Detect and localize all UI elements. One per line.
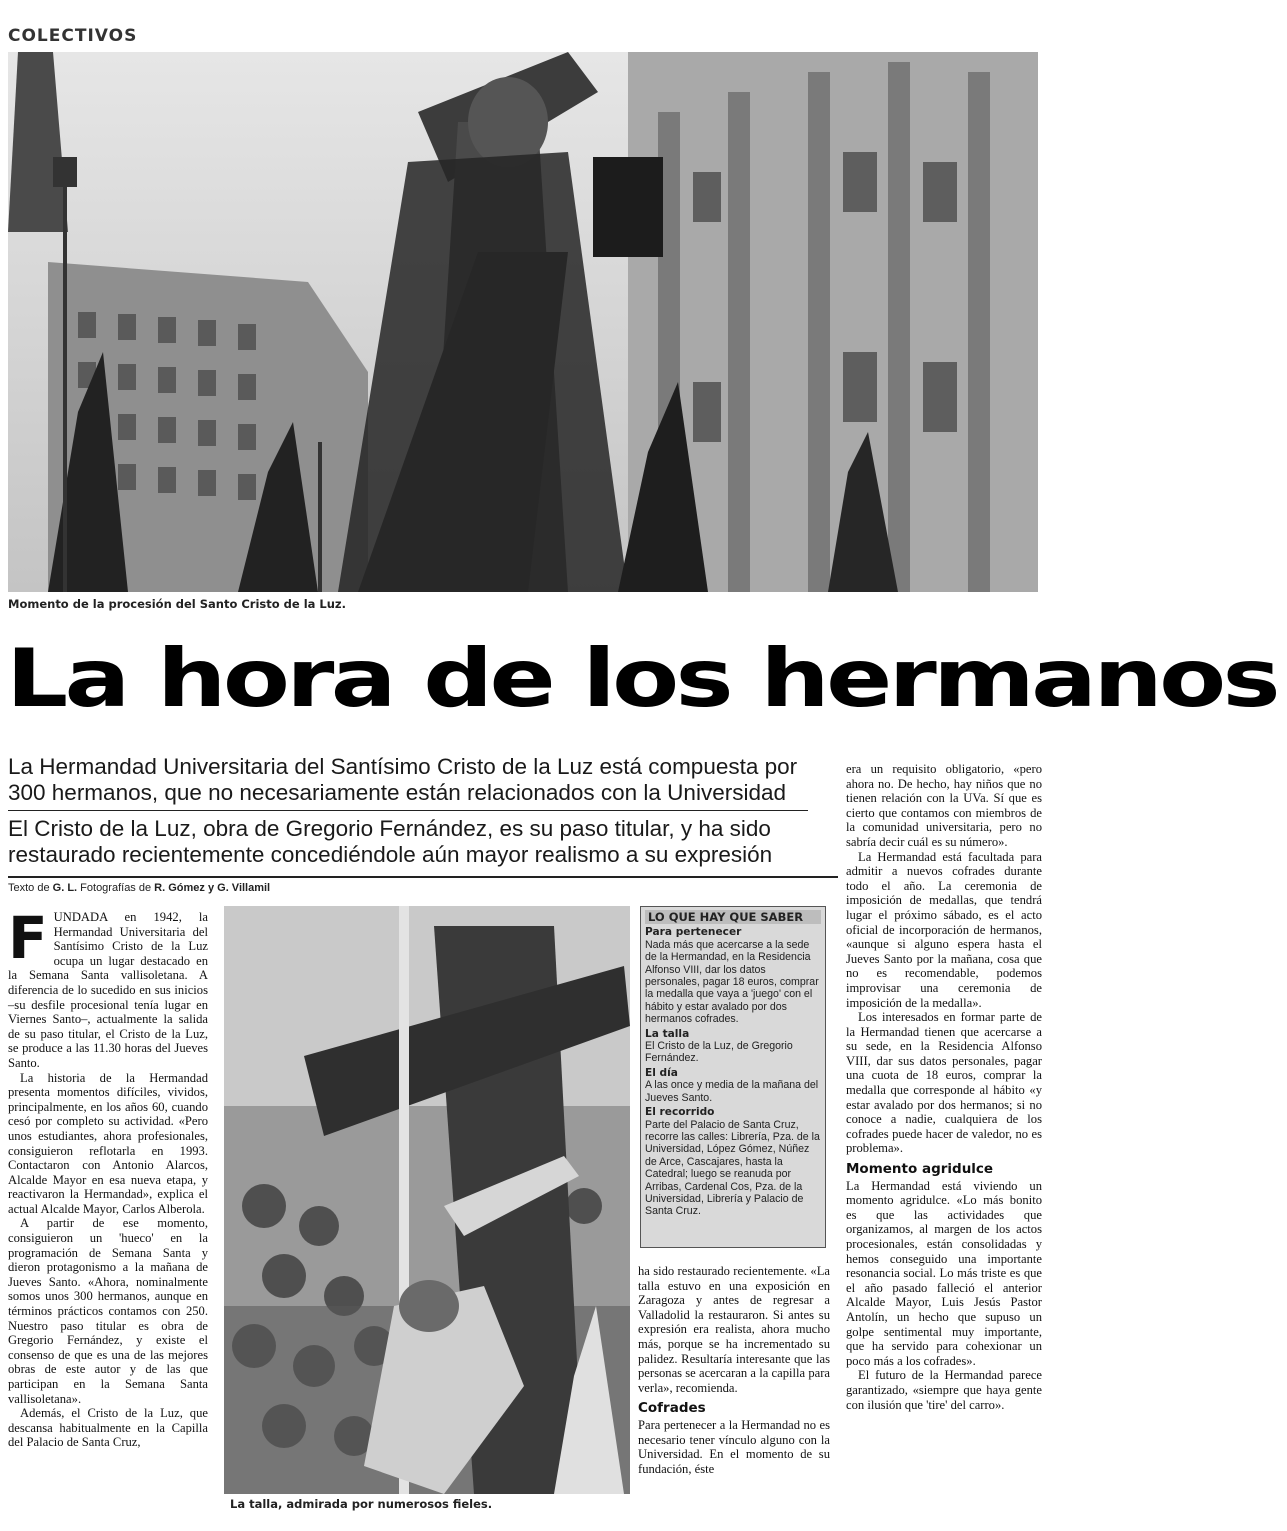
procession-photo: [8, 52, 1038, 592]
info-box-label: El día: [645, 1066, 678, 1079]
column-4-paragraph: era un requisito obligatorio, «pero ahora no. De hecho, hay niños que no tienen relación con la UVa. Sí que es cierto que contamos con miembros de la comunidad universitaria, pero no sabría decir cuál es su número».: [846, 762, 1042, 849]
info-box-text: A las once y media de la mañana del Jueves Santo.: [645, 1079, 819, 1104]
info-box-label: La talla: [645, 1027, 690, 1040]
subhead-cofrades: Cofrades: [638, 1400, 706, 1417]
credits-author: G. L.: [52, 882, 78, 894]
column-4-paragraph: Los interesados en formar parte de la Hermandad tienen que acercarse a su sede, en la Residencia Alfonso VIII, dar sus datos personales, pagar una cuota de 18 euros, comprar la medalla que corresponde al hábito «y estar avalado por dos hermanos; si no conoce a nadie, cualquiera de los cofrades puede hacer de valedor, no es problema».: [846, 1010, 1042, 1156]
info-box-text: Nada más que acercarse a la sede de la Hermandad, en la Residencia Alfonso VIII, dar los datos personales, pagar 18 euros, comprar la medalla que vaya a 'juego' con el hábito y estar avalado por dos hermanos cofrades.: [645, 938, 819, 1026]
procession-illustration: [8, 52, 1038, 592]
mid-photo-caption: La talla, admirada por numerosos fieles.: [230, 1497, 493, 1511]
deck-divider: [8, 810, 808, 811]
info-box-text: Parte del Palacio de Santa Cruz, recorre las calles: Librería, Pza. de la Universidad, López Gómez, Núñez de Arce, Cascajares, hasta la Catedral; luego se reanuda por Arribas, Cardenal Cos, Pza. de la Universidad, Librería y Palacio de Santa Cruz.: [645, 1118, 820, 1218]
column-1-paragraph: A partir de ese momento, consiguieron un 'hueco' en la programación de Semana Santa y dieron protagonismo a la mañana de Jueves Santo. «Ahora, nominalmente somos unos 300 hermanos, aunque en términos prácticos contamos con 250. Nuestro paso titular es obra de Gregorio Fernández, y existe el consenso de que es una de las mejores obras de este autor y de las que participan en la Semana Santa vallisoletana».: [8, 1216, 208, 1406]
section-label: COLECTIVOS: [8, 26, 138, 46]
credits: [8, 882, 270, 894]
credits-photo-prefix: Fotografías de: [80, 882, 152, 894]
column-4: [846, 762, 1042, 1412]
column-4-paragraph: La Hermandad está facultada para admitir a nuevos cofrades durante todo el año. La ceremonia de imposición de medallas, que tendrá lugar el próximo sábado, es el acto oficial de incorporación de hermanos, «aunque si alguno espera hasta el Jueves Santo por la mañana, cosa que no es recomendable, podemos improvisar una ceremonia de imposición de la medalla».: [846, 849, 1042, 1010]
column-1-paragraph: La historia de la Hermandad presenta momentos difíciles, vividos, principalmente, en los años 60, cuando cesó por completo su actividad. «Pero unos estudiantes, ahora profesionales, consiguieron reflotarla en 1993. Contactaron con Antonio Alarcos, Alcalde Mayor en esa nueva etapa, y reactivaron la Hermandad», explica el actual Alcalde Mayor, Carlos Alberola.: [8, 1070, 208, 1216]
info-box-text: El Cristo de la Luz, de Gregorio Fernández.: [645, 1040, 793, 1065]
crucifix-photo: [224, 906, 630, 1494]
column-1-text: UNDADA en 1942, la Hermandad Universitaria del Santísimo Cristo de la Luz ocupa un lugar destacado en la Semana Santa vallisoletana. A diferencia de lo sucedido en sus inicios –su desfile procesional tenía lugar en Viernes Santo–, actualmente la salida de su paso titular, el Cristo de la Luz, se produce a las 11.30 horas del Jueves Santo.: [8, 910, 208, 1070]
dropcap: F: [8, 904, 48, 972]
column-1-paragraph: [8, 904, 208, 1071]
column-3-paragraph: Para pertenecer a la Hermandad no es necesario tener vínculo alguno con la Universidad. En el momento de su fundación, éste: [638, 1417, 830, 1476]
column-4-paragraph: El futuro de la Hermandad parece garantizado, «siempre que haya gente con ilusión que 'tire' del carro».: [846, 1368, 1042, 1412]
credits-photographers: R. Gómez y G. Villamil: [154, 882, 271, 894]
column-1: [8, 904, 208, 1450]
info-box-title: LO QUE HAY QUE SABER: [645, 910, 821, 924]
info-box-label: Para pertenecer: [645, 926, 742, 939]
column-3: [638, 1264, 830, 1476]
credits-prefix: Texto de: [8, 882, 50, 894]
credits-divider: [8, 876, 838, 878]
crucifix-illustration: [224, 906, 630, 1494]
column-3-paragraph: ha sido restaurado recientemente. «La talla estuvo en una exposición en Zaragoza y antes de regresar a Valladolid la restauraron. Si antes su expresión era realista, ahora mucho más, porque se ha incrementado su palidez. Resultaría interesante que las personas se acercaran a la capilla para verla», recomienda.: [638, 1264, 830, 1395]
headline: La hora de los hermanos: [6, 632, 1277, 725]
column-4-paragraph: La Hermandad está viviendo un momento agridulce. «Lo más bonito es que las actividades que organizamos, al margen de los actos procesionales, están consolidadas y hemos conseguido una importante resonancia social. Lo más triste es que el año pasado falleció el anterior Alcalde Mayor, Luis Jesús Pastor Antolín, un hecho que supuso un golpe sentimental muy importante, que ha servido para cohexionar un poco más a los cofrades».: [846, 1178, 1042, 1368]
deck-1: La Hermandad Universitaria del Santísimo Cristo de la Luz está compuesta por 300 hermanos, que no necesariamente están relacionados con la Universidad: [8, 754, 798, 805]
top-photo-caption: Momento de la procesión del Santo Cristo de la Luz.: [8, 597, 346, 611]
column-1-paragraph: Además, el Cristo de la Luz, que descansa habitualmente en la Capilla del Palacio de Santa Cruz,: [8, 1406, 208, 1450]
info-box: [640, 906, 826, 1248]
info-box-label: El recorrido: [645, 1106, 715, 1119]
subhead-momento-agridulce: Momento agridulce: [846, 1161, 994, 1178]
deck-2: El Cristo de la Luz, obra de Gregorio Fernández, es su paso titular, y ha sido restaurado recientemente concediéndole aún mayor realismo a su expresión: [8, 816, 773, 867]
